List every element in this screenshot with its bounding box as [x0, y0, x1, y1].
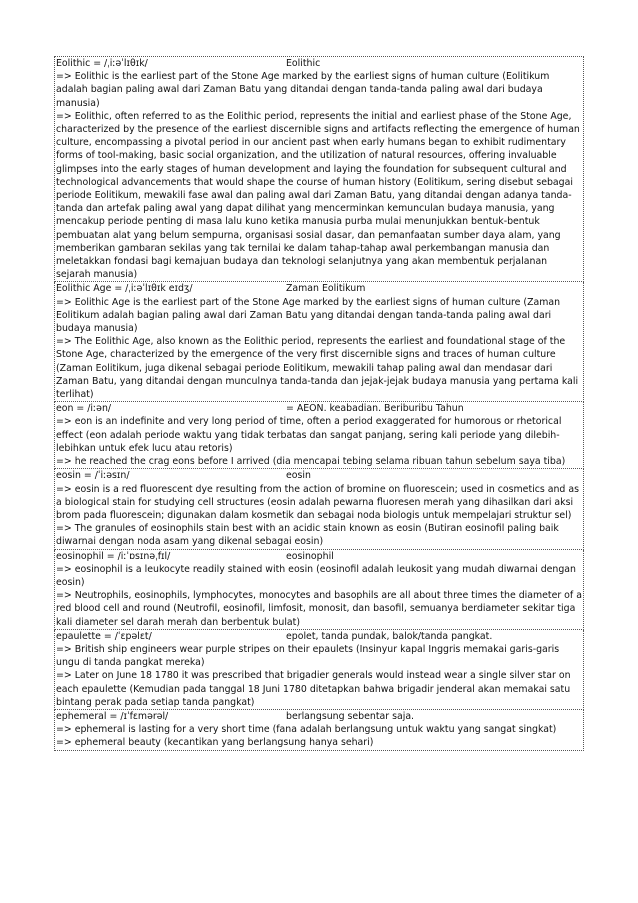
entry-example: => The Eolithic Age, also known as the Eolithic period, represents the earliest and foundational stage of the Stone Age, characterized by the emergence of the very first discernible signs and traces of human culture (Zaman Eolitikum, juga dikenal sebagai periode Eolitikum, mewakili tahap paling awal dan mendasar dari Zaman Batu, yang ditandai dengan munculnya tanda-tanda dan jejak-jejak budaya manusia yang pertama kali terlihat) [56, 336, 579, 401]
entry-translation: Zaman Eolitikum [286, 283, 366, 295]
entry-definition: => eosinophil is a leukocyte readily stained with eosin (eosinofil adalah leukosit yang mudah diwarnai dengan eosin) [56, 563, 576, 588]
entry-definition: => British ship engineers wear purple stripes on their epaulets (Insinyur kapal Inggris memakai garis-garis ungu di tanda pangkat mereka) [56, 643, 560, 669]
entry-example: => The granules of eosinophils stain best with an acidic stain known as eosin (Butiran eosinofil paling baik diwarnai dengan noda asam yang dikenal sebagai eosin) [56, 523, 559, 548]
glossary-entry-epaulette [54, 630, 584, 710]
glossary-entry-eosinophil [54, 550, 584, 630]
entry-header [56, 550, 582, 563]
entry-translation: = AEON. keabadian. Beriburibu Tahun [286, 403, 464, 415]
entry-definition: => eon is an indefinite and very long period of time, often a period exaggerated for humorous or rhetorical effect (eon adalah periode waktu yang tidak terbatas dan sangat panjang, sering kali periode yang dilebih-lebihkan untuk efek lucu atau retoris) [56, 416, 562, 454]
entry-definition: => ephemeral is lasting for a very short time (fana adalah berlangsung untuk waktu yang sangat singkat) [56, 724, 557, 736]
entry-example: => ephemeral beauty (kecantikan yang berlangsung hanya sehari) [56, 737, 374, 749]
glossary-document [54, 56, 584, 751]
entry-headword: eosinophil = /iːˈɒsɪnəˌfɪl/ [56, 550, 171, 562]
glossary-entry-eon [54, 402, 584, 469]
entry-headword: Eolithic = /ˌiːəˈlɪθɪk/ [56, 58, 148, 69]
glossary-entry-eolithic-age [54, 282, 584, 402]
entry-header [56, 57, 582, 70]
entry-example: => Later on June 18 1780 it was prescribed that brigadier generals would instead wear a single silver star on each epaulette (Kemudian pada tanggal 18 Juni 1780 ditetapkan bahwa brigadir jenderal akan memakai satu bintang perak pada setiap tanda pangkat) [56, 670, 571, 708]
entry-headword: Eolithic Age = /ˌiːəˈlɪθɪk eɪdʒ/ [56, 283, 193, 295]
entry-translation: berlangsung sebentar saja. [286, 710, 415, 722]
entry-translation: Eolithic [286, 58, 321, 69]
glossary-entry-eosin [54, 469, 584, 549]
entry-header [56, 282, 582, 295]
entry-translation: eosin [286, 470, 311, 482]
entry-definition: => Eolithic is the earliest part of the Stone Age marked by the earliest signs of human culture (Eolitikum adalah bagian paling awal dari Zaman Batu yang ditandai dengan tanda-tanda paling awal dari budaya manusia) [56, 71, 550, 109]
glossary-entry-ephemeral [54, 710, 584, 751]
entry-definition: => Eolithic Age is the earliest part of the Stone Age marked by the earliest signs of human culture (Zaman Eolitikum adalah bagian paling awal dari Zaman Batu yang ditandai dengan tanda-tanda paling awal dari budaya manusia) [56, 296, 561, 335]
entry-headword: eon = /iːən/ [56, 403, 112, 415]
glossary-entry-eolithic [54, 56, 584, 282]
entry-header [56, 710, 582, 723]
entry-definition: => eosin is a red fluorescent dye resulting from the action of bromine on fluorescein; used in cosmetics and as a biological stain for studying cell structures (eosin adalah pewarna fluoresen merah yang dihasilkan dari aksi brom pada fluorescein; digunakan dalam kosmetik dan sebagai noda biologis untuk mempelajari struktur sel) [56, 483, 579, 521]
entry-headword: eosin = /ˈiːəsɪn/ [56, 470, 130, 482]
entry-example: => he reached the crag eons before I arrived (dia mencapai tebing selama ribuan tahun sebelum saya tiba) [56, 456, 566, 468]
entry-example: => Eolithic, often referred to as the Eolithic period, represents the initial and earliest phase of the Stone Age, characterized by the presence of the earliest discernible signs and artifacts reflecting the emergence of human culture, encompassing a pivotal period in our ancient past when early humans began to exhibit rudimentary forms of tool-making, basic social organization, and the utilization of natural resources, offering invaluable glimpses into the early stages of human development and laying the foundation for subsequent cultural and technological advancements that would shape the course of human history (Eolitikum, sering disebut sebagai periode Eolitikum, mewakili fase awal dan paling awal dari Zaman Batu, yang ditandai dengan adanya tanda-tanda dan artefak paling awal yang dapat dilihat yang mencerminkan kemunculan budaya manusia, yang mencakup periode penting di masa lalu kuno ketika manusia purba mulai menunjukkan bentuk-bentuk pembuatan alat yang belum sempurna, organisasi sosial dasar, dan pemanfaatan sumber daya alam, yang memberikan gambaran sekilas yang tak ternilai ke dalam tahap-tahap awal perkembangan manusia dan meletakkan fondasi bagi kemajuan budaya dan teknologi selanjutnya yang akan membentuk perjalanan sejarah manusia) [56, 110, 580, 281]
entry-headword: epaulette = /ˈɛpəlɛt/ [56, 630, 152, 642]
entry-translation: epolet, tanda pundak, balok/tanda pangkat. [286, 630, 493, 642]
entry-translation: eosinophil [286, 550, 334, 562]
entry-header [56, 402, 582, 415]
entry-header [56, 630, 582, 643]
entry-example: => Neutrophils, eosinophils, lymphocytes, monocytes and basophils are all about three times the diameter of a red blood cell and round (Neutrofil, eosinofil, limfosit, monosit, dan basofil, semuanya berdiameter sekitar tiga kali diameter sel darah merah dan berbentuk bulat) [56, 590, 582, 628]
entry-header [56, 469, 582, 482]
entry-headword: ephemeral = /ɪˈfɛmərəl/ [56, 710, 169, 722]
